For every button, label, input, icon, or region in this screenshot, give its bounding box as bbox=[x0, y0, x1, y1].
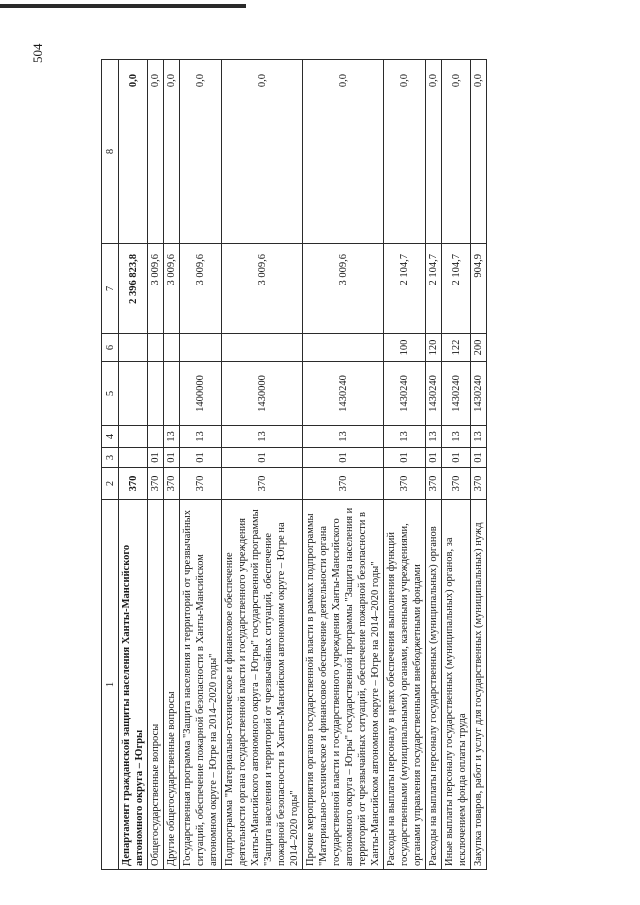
cell-code: 370 bbox=[471, 468, 487, 500]
cell-amount: 3 009,6 bbox=[303, 244, 384, 334]
cell-code: 370 bbox=[164, 468, 180, 500]
cell-amount: 2 104,7 bbox=[426, 244, 442, 334]
cell-target: 1400000 bbox=[180, 362, 222, 426]
table-row bbox=[148, 60, 164, 870]
cell-amount-2: 0,0 bbox=[303, 60, 384, 244]
cell-target bbox=[119, 362, 148, 426]
row-name: Расходы на выплаты персоналу в целях обеспечения выполнения функций государственными (муниципальными) органами, казенными учреждениями, органами управления государственными внебюджетными фондами bbox=[384, 500, 426, 870]
cell-subsection: 13 bbox=[222, 426, 303, 448]
cell-section: 01 bbox=[164, 448, 180, 468]
table-row bbox=[471, 60, 487, 870]
cell-target: 1430240 bbox=[426, 362, 442, 426]
cell-subsection: 13 bbox=[471, 426, 487, 448]
cell-section: 01 bbox=[426, 448, 442, 468]
cell-code: 370 bbox=[148, 468, 164, 500]
header-cell: 5 bbox=[102, 362, 119, 426]
row-name: Государственная программа "Защита населения и территорий от чрезвычайных ситуаций, обеспечение пожарной безопасности в Ханты-Мансийском автономном округе – Югре на 2014–2020 годы" bbox=[180, 500, 222, 870]
cell-amount: 904,9 bbox=[471, 244, 487, 334]
cell-type: 100 bbox=[384, 334, 426, 362]
header-cell: 4 bbox=[102, 426, 119, 448]
cell-code: 370 bbox=[180, 468, 222, 500]
cell-amount: 2 396 823,8 bbox=[119, 244, 148, 334]
row-name: Закупка товаров, работ и услуг для государственных (муниципальных) нужд bbox=[471, 500, 487, 870]
cell-subsection: 13 bbox=[442, 426, 471, 448]
cell-amount-2: 0,0 bbox=[164, 60, 180, 244]
cell-code: 370 bbox=[303, 468, 384, 500]
cell-target: 1430240 bbox=[384, 362, 426, 426]
cell-amount: 3 009,6 bbox=[148, 244, 164, 334]
cell-type bbox=[148, 334, 164, 362]
cell-type bbox=[164, 334, 180, 362]
header-cell: 8 bbox=[102, 60, 119, 244]
page-number: 504 bbox=[30, 43, 45, 63]
cell-section: 01 bbox=[303, 448, 384, 468]
row-name: Департамент гражданской защиты населения Ханты-Мансийского автономного округа – Югры bbox=[119, 500, 148, 870]
cell-code: 370 bbox=[426, 468, 442, 500]
header-row bbox=[102, 60, 119, 870]
table-row bbox=[119, 60, 148, 870]
cell-amount-2: 0,0 bbox=[148, 60, 164, 244]
rotated-table-wrapper bbox=[101, 60, 533, 870]
cell-section: 01 bbox=[442, 448, 471, 468]
cell-subsection bbox=[119, 426, 148, 448]
cell-subsection bbox=[148, 426, 164, 448]
cell-amount-2: 0,0 bbox=[426, 60, 442, 244]
cell-amount-2: 0,0 bbox=[180, 60, 222, 244]
cell-section: 01 bbox=[384, 448, 426, 468]
cell-section: 01 bbox=[148, 448, 164, 468]
header-cell: 1 bbox=[102, 500, 119, 870]
header-cell: 2 bbox=[102, 468, 119, 500]
cell-type bbox=[180, 334, 222, 362]
cell-subsection: 13 bbox=[426, 426, 442, 448]
header-cell: 6 bbox=[102, 334, 119, 362]
cell-section: 01 bbox=[180, 448, 222, 468]
table-row bbox=[384, 60, 426, 870]
cell-subsection: 13 bbox=[384, 426, 426, 448]
cell-target bbox=[148, 362, 164, 426]
cell-amount: 2 104,7 bbox=[442, 244, 471, 334]
row-name: Подпрограмма "Материально-техническое и финансовое обеспечение деятельности органа государственной власти и государственного учреждения Ханты-Мансийского автономного округа – Югры" государственной программы "Защита населения и территорий от чрезвычайных ситуаций, обеспечение пожарной безопасности в Ханты-Мансийском автономном округе – Югре на 2014–2020 годы" bbox=[222, 500, 303, 870]
cell-code: 370 bbox=[384, 468, 426, 500]
cell-amount: 2 104,7 bbox=[384, 244, 426, 334]
cell-target: 1430240 bbox=[471, 362, 487, 426]
row-name: Прочие мероприятия органов государственной власти в рамках подпрограммы "Материально-техническое и финансовое обеспечение деятельности органа государственной власти и государственного учреждения Ханты-Мансийского автономного округа – Югры" государственной программы "Защита населения и территорий от чрезвычайных ситуаций, обеспечение пожарной безопасности в Ханты-Мансийском автономном округе – Югре на 2014–2020 годы" bbox=[303, 500, 384, 870]
table-row bbox=[180, 60, 222, 870]
cell-target: 1430240 bbox=[303, 362, 384, 426]
cell-amount: 3 009,6 bbox=[222, 244, 303, 334]
header-cell: 7 bbox=[102, 244, 119, 334]
cell-code: 370 bbox=[222, 468, 303, 500]
table-row bbox=[442, 60, 471, 870]
cell-subsection: 13 bbox=[164, 426, 180, 448]
cell-type: 120 bbox=[426, 334, 442, 362]
cell-section: 01 bbox=[222, 448, 303, 468]
cell-type bbox=[119, 334, 148, 362]
cell-amount-2: 0,0 bbox=[119, 60, 148, 244]
budget-table bbox=[101, 59, 487, 870]
row-name: Иные выплаты персоналу государственных (муниципальных) органов, за исключением фонда оплаты труда bbox=[442, 500, 471, 870]
cell-amount-2: 0,0 bbox=[222, 60, 303, 244]
cell-target: 1430240 bbox=[442, 362, 471, 426]
table-row bbox=[164, 60, 180, 870]
cell-type: 122 bbox=[442, 334, 471, 362]
row-name: Расходы на выплаты персоналу государственных (муниципальных) органов bbox=[426, 500, 442, 870]
cell-amount: 3 009,6 bbox=[180, 244, 222, 334]
header-cell: 3 bbox=[102, 448, 119, 468]
cell-amount-2: 0,0 bbox=[384, 60, 426, 244]
cell-subsection: 13 bbox=[180, 426, 222, 448]
cell-type bbox=[222, 334, 303, 362]
table-row bbox=[426, 60, 442, 870]
cell-target: 1430000 bbox=[222, 362, 303, 426]
cell-section bbox=[119, 448, 148, 468]
cell-subsection: 13 bbox=[303, 426, 384, 448]
table-row bbox=[303, 60, 384, 870]
table-row bbox=[222, 60, 303, 870]
cell-amount: 3 009,6 bbox=[164, 244, 180, 334]
cell-section: 01 bbox=[471, 448, 487, 468]
cell-amount-2: 0,0 bbox=[442, 60, 471, 244]
row-name: Другие общегосударственные вопросы bbox=[164, 500, 180, 870]
row-name: Общегосударственные вопросы bbox=[148, 500, 164, 870]
cell-target bbox=[164, 362, 180, 426]
cell-code: 370 bbox=[442, 468, 471, 500]
cell-code: 370 bbox=[119, 468, 148, 500]
cell-type bbox=[303, 334, 384, 362]
cell-amount-2: 0,0 bbox=[471, 60, 487, 244]
cell-type: 200 bbox=[471, 334, 487, 362]
